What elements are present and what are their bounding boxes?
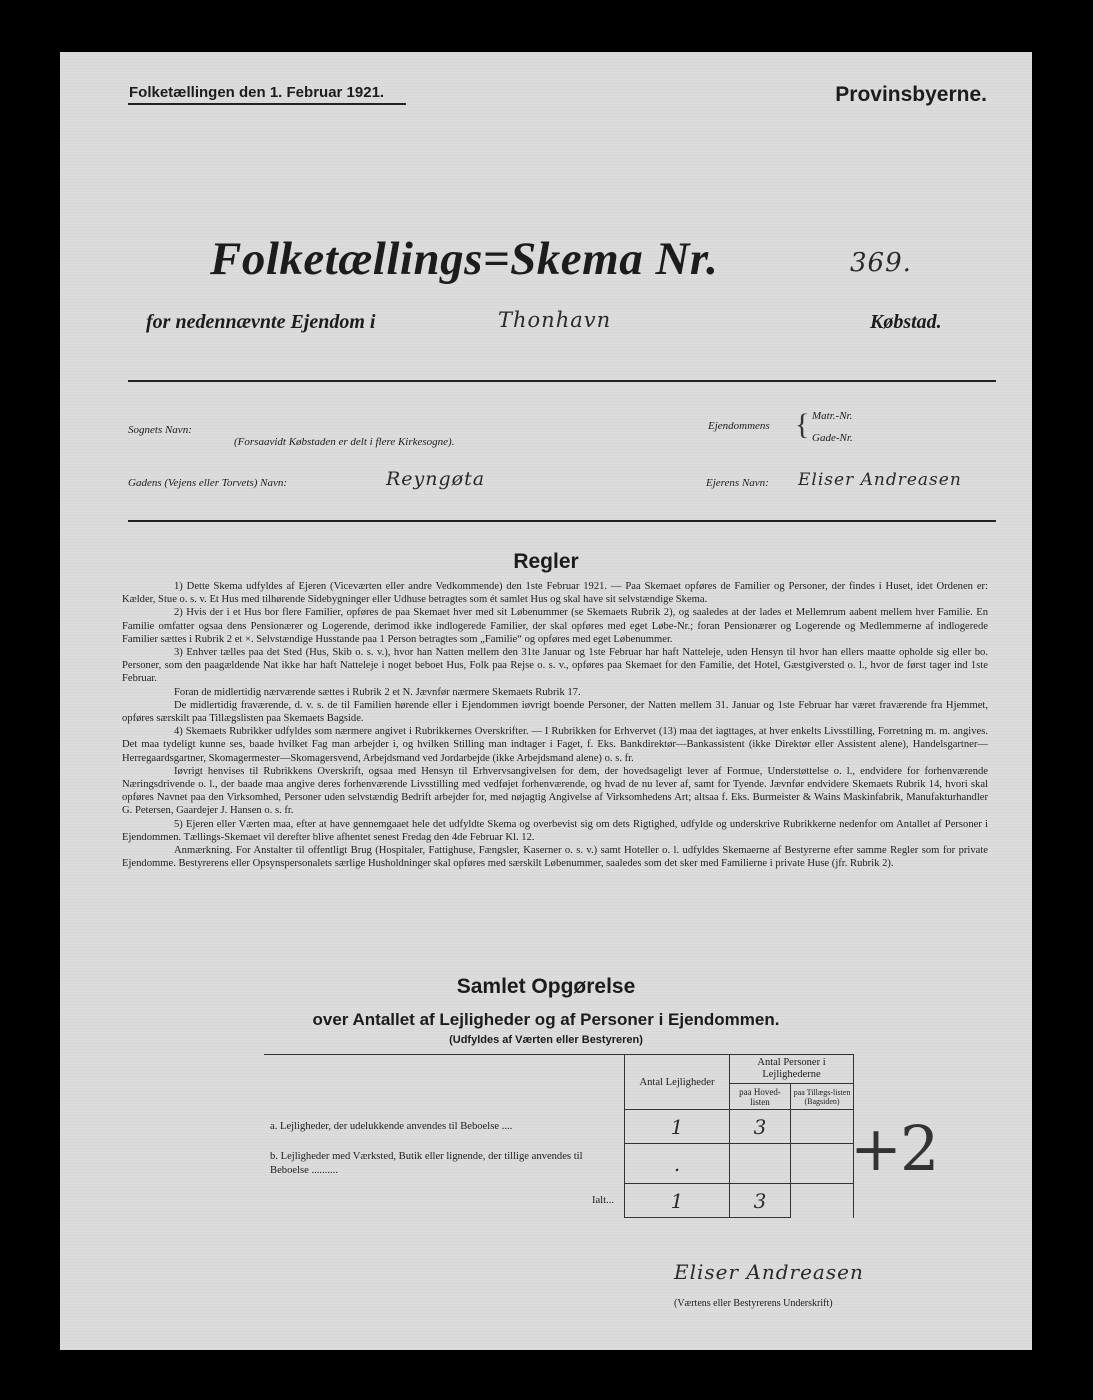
rule-paragraph: Foran de midlertidig nærværende sættes i Rubrik 2 et N. Jævnfør nærmere Skemaets Rubrik 17.	[174, 686, 581, 698]
property-prefix: for nedennævnte Ejendom i	[146, 311, 376, 333]
summary-subheading: over Antallet af Lejligheder og af Personer i Ejendommen.	[312, 1010, 780, 1029]
region-label: Provinsbyerne.	[835, 83, 987, 106]
brace: {	[795, 408, 810, 441]
margin-note: +2	[850, 1112, 938, 1185]
row-b-persons-supp	[791, 1144, 854, 1184]
rule-paragraph: 5) Ejeren eller Værten maa, efter at have gennemgaaet hele det udfyldte Skema og overbevist sig om dets Rigtighed, udfylde og underskrive Rubrikkerne nedenfor om Antallet af Personer i Ejendommen. Tællings-Skemaet vil derefter blive afhentet senest Fredag den 4de Februar Kl. 12.	[122, 818, 988, 843]
rules-body	[122, 580, 988, 870]
rule-paragraph: De midlertidig fraværende, d. v. s. de til Familien hørende eller i Ejendommen iøvrigt boende Personer, der Natten mellem 31. Januar og 1ste Februar har været fraværende fra Hjemmet, opføres særskilt paa Tillægslisten paa Skemaets Bagside.	[122, 699, 988, 725]
owner-value: Eliser Andreasen	[798, 470, 962, 490]
table-row	[264, 1144, 854, 1184]
parish-label: Sognets Navn:	[128, 424, 192, 436]
rules-heading: Regler	[513, 550, 579, 573]
row-a-persons-supp	[791, 1110, 854, 1144]
row-a-apartments: 1	[625, 1110, 730, 1144]
row-a-persons-main: 3	[730, 1110, 791, 1144]
table-row	[264, 1110, 854, 1144]
col-supplement-header: paa Tillægs-listen (Bagsiden)	[791, 1084, 854, 1110]
row-b-apartments: .	[625, 1144, 730, 1184]
fields-divider	[128, 520, 996, 522]
col-persons-header: Antal Personer i Lejlighederne	[730, 1055, 854, 1084]
col-apartments-header: Antal Lejligheder	[625, 1055, 730, 1110]
form-title: Folketællings=Skema Nr.	[210, 233, 719, 285]
census-date-label: Folketællingen den 1. Februar 1921.	[129, 84, 385, 101]
gade-label: Gade-Nr.	[812, 432, 853, 444]
matr-label: Matr.-Nr.	[812, 410, 853, 422]
rule-paragraph: 3) Enhver tælles paa det Sted (Hus, Skib o. s. v.), hvor han Natten mellem den 31te Januar og 1ste Februar har haft Natteleje, uden Hensyn til hvor han ellers maatte opholde sig eller bo. Personer, som den paagældende Nat ikke har haft Natteleje i noget beboet Hus, Folk paa Rejse o. s. v., opføres paa Skemaet for den Familie, det Hotel, Gæstgiversted o. l., hvor de først tager ind 1ste Februar.	[122, 647, 988, 685]
row-b-label: b. Lejligheder med Værksted, Butik eller lignende, der tillige anvendes til Beboelse ..........	[270, 1150, 583, 1176]
kobstad-label: Købstad.	[870, 311, 942, 333]
table-row	[264, 1184, 854, 1218]
total-persons-main: 3	[730, 1184, 791, 1218]
signature-caption: (Værtens eller Bestyrerens Underskrift)	[674, 1298, 833, 1309]
census-form-page	[60, 52, 1032, 1350]
property-label: Ejendommens	[708, 420, 770, 432]
header-underline	[128, 103, 406, 105]
summary-heading: Samlet Opgørelse	[456, 975, 636, 998]
parish-note: (Forsaavidt Købstaden er delt i flere Kirkesogne).	[234, 436, 455, 448]
title-divider	[128, 380, 996, 382]
row-a-label: a. Lejligheder, der udelukkende anvendes til Beboelse ....	[270, 1121, 513, 1132]
owner-label: Ejerens Navn:	[706, 477, 769, 489]
rule-paragraph: 2) Hvis der i et Hus bor flere Familier, opføres de paa Skemaet hver med sit Løbenummer (se Skemaets Rubrik 2), og saaledes at der lades et Mellemrum aabent mellem hver Familie. En Familie omfatter ogsaa dens Pensionærer og Logerende, derimod ikke indlogerede Familier, der skal opføres med eget Løbe-Nr.; foran Pensionærer og Logerende og Medlemmerne af indlogerede Familier sættes i Rubrik 2 et ×. Selvstændige Husstande paa 1 Person betragtes som „Familie“ og opføres med eget Løbenummer.	[122, 607, 988, 645]
total-label: Ialt...	[591, 1195, 614, 1206]
street-label: Gadens (Vejens eller Torvets) Navn:	[128, 477, 288, 489]
rule-paragraph: Anmærkning. For Anstalter til offentligt Brug (Hospitaler, Fattighuse, Fængsler, Kaserner o. s. v.) samt Hoteller o. l. udfyldes Skemaerne af Bestyrerne efter samme Regler som for private Ejendomme. Bestyrerens eller Opsynspersonalets særlige Husholdninger skal opføres med særskilt Løbenummer, saaledes som det sker med Familierne i private Huse (jfr. Rubrik 2).	[122, 845, 988, 870]
col-main-list-header: paa Hoved-listen	[730, 1084, 791, 1110]
total-apartments: 1	[625, 1184, 730, 1218]
summary-note: (Udfyldes af Værten eller Bestyreren)	[449, 1034, 643, 1046]
rule-paragraph: Iøvrigt henvises til Rubrikkens Overskrift, ogsaa med Hensyn til Erhvervsangivelsen for dem, der hovedsageligt lever af Formue, Understøttelse o. l., endvidere for forhenværende Næringsdrivende o. l., der baade maa angive deres forhenværende Livsstilling med vedføjet forhenværende, og hvad de nu lever af, samt for Tyende. Jævnfør endvidere Skemaets Rubrik 14, hvori skal opføres Navnet paa den Virksomhed, Personer uden selvstændig Bedrift arbejder for, med nøjagtig Angivelse af Virksomhedens Art; altsaa f. Eks. Burmeister & Wains Maskinfabrik, Manufakturhandler G. Petersen, Gaardejer J. Hansen o. s. fr.	[122, 765, 988, 817]
city-name: Thonhavn	[498, 308, 612, 332]
rule-paragraph: 4) Skemaets Rubrikker udfyldes som nærmere angivet i Rubrikkernes Overskrifter. — I Rubrikken for Erhvervet (13) maa det iagttages, at hver enkelts Livsstilling, Forretning m. m. angives. Det maa tydeligt kunne ses, baade hvilket Fag man arbejder i, og hvilken Stilling man indtager i Faget, f. Eks. Bankdirektør—Bankassistent (ikke Direktør eller Assistent alene), Handelsgartner—Herregaardsgartner, Skomagermester—Skomagersvend, Arbejdsmand ved Jordarbejde (ikke Arbejdsmand alene) o. s. fr.	[122, 726, 988, 764]
signature: Eliser Andreasen	[674, 1260, 864, 1284]
row-b-persons-main	[730, 1144, 791, 1184]
form-number: 369.	[850, 248, 912, 278]
rule-paragraph: 1) Dette Skema udfyldes af Ejeren (Viceværten eller andre Vedkommende) den 1ste Februar 1921. — Paa Skemaet opføres de Familier og Personer, der findes i Huset, idet Ordenen er: Kælder, Stue o. s. v. Et Hus med tilhørende Sidebygninger eller Udhuse betragtes som ét samlet Hus og skal have sit selvstændige Skema.	[122, 581, 988, 606]
summary-table	[264, 1054, 854, 1218]
street-value: Reyngøta	[386, 468, 486, 490]
